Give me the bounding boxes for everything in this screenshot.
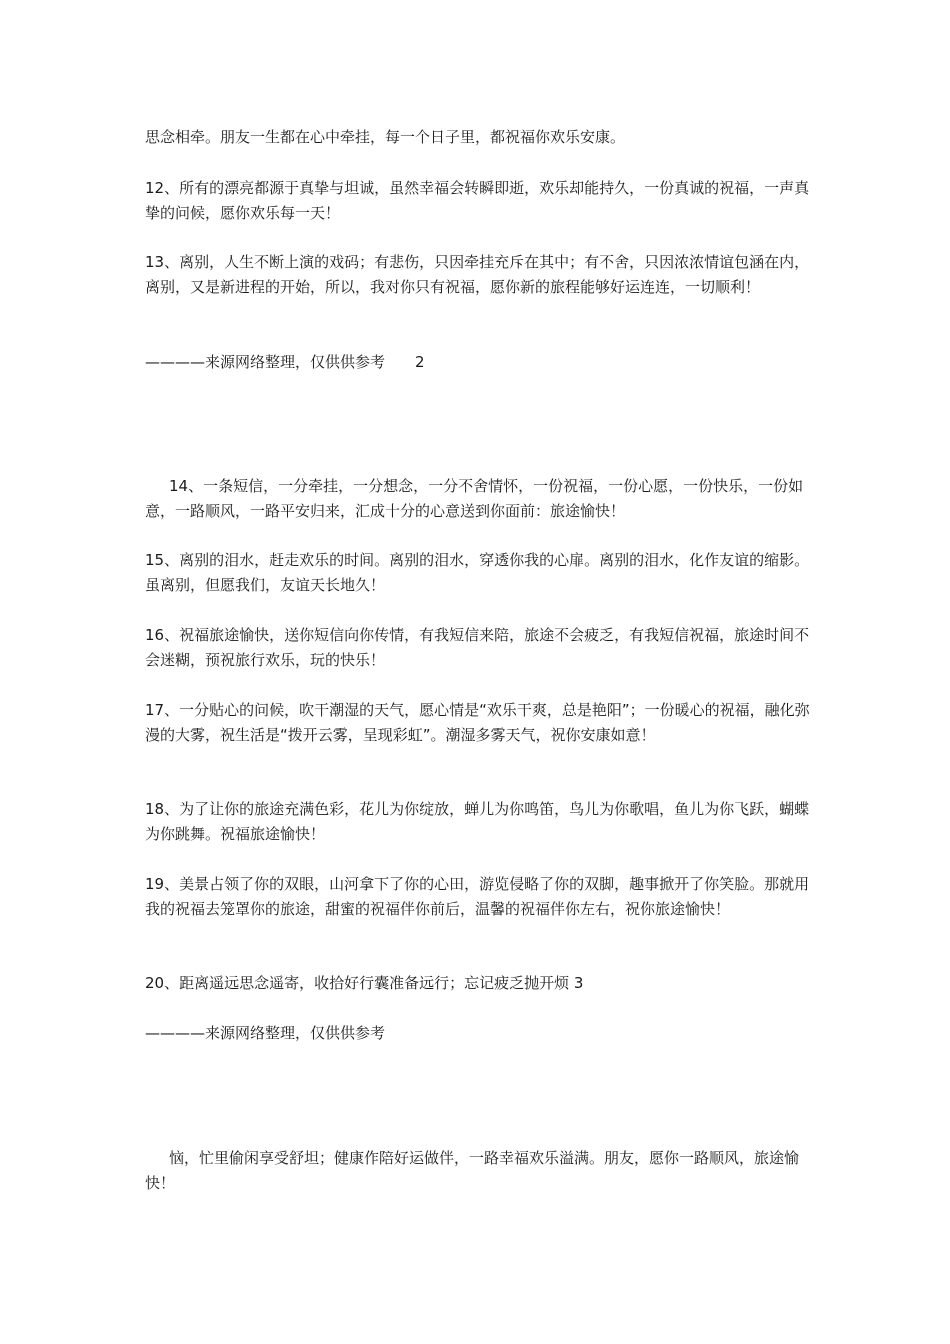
- page-footer-source: [145, 350, 425, 375]
- paragraph-17: 17、一分贴心的问候，吹干潮湿的天气，愿心情是“欢乐干爽，总是艳阳”；一份暖心的祝福，融化弥漫的大雾，祝生活是“拨开云雾，呈现彩虹”。潮湿多雾天气，祝你安康如意！: [145, 701, 810, 744]
- source-note: ————来源网络整理，仅供供参考: [145, 1024, 386, 1042]
- page-number: 2: [415, 353, 425, 371]
- paragraph-15: 15、离别的泪水，赶走欢乐的时间。离别的泪水，穿透你我的心扉。离别的泪水，化作友谊的缩影。虽离别，但愿我们，友谊天长地久！: [145, 551, 810, 594]
- paragraph-19: 19、美景占领了你的双眼，山河拿下了你的心田，游览侵略了你的双脚，趣事掀开了你笑脸。那就用我的祝福去笼罩你的旅途，甜蜜的祝福伴你前后，温馨的祝福伴你左右，祝你旅途愉快！: [145, 875, 810, 918]
- paragraph-16: 16、祝福旅途愉快，送你短信向你传情，有我短信来陪，旅途不会疲乏，有我短信祝福，旅途时间不会迷糊，预祝旅行欢乐，玩的快乐！: [145, 626, 810, 669]
- paragraph-11-end: 思念相牵。朋友一生都在心中牵挂，每一个日子里，都祝福你欢乐安康。: [145, 128, 626, 146]
- paragraph-20-end: 恼，忙里偷闲享受舒坦；健康作陪好运做伴，一路幸福欢乐溢满。朋友，愿你一路顺风，旅途愉快！: [145, 1149, 800, 1192]
- paragraph-14: 14、一条短信，一分牵挂，一分想念，一分不舍情怀，一份祝福，一份心愿，一份快乐，一份如意，一路顺风，一路平安归来，汇成十分的心意送到你面前：旅途愉快！: [145, 477, 804, 520]
- source-note: ————来源网络整理，仅供供参考: [145, 353, 386, 371]
- page-footer-source-2: [145, 1021, 385, 1046]
- paragraph-13: 13、离别，人生不断上演的戏码；有悲伤，只因牵挂充斥在其中；有不舍，只因浓浓情谊包涵在内，离别，又是新进程的开始，所以，我对你只有祝福，愿你新的旅程能够好运连连，一切顺利！: [145, 253, 810, 296]
- paragraph-12: 12、所有的漂亮都源于真挚与坦诚，虽然幸福会转瞬即逝，欢乐却能持久，一份真诚的祝福，一声真挚的问候，愿你欢乐每一天！: [145, 179, 810, 222]
- paragraph-18: 18、为了让你的旅途充满色彩，花儿为你绽放，蝉儿为你鸣笛，鸟儿为你歌唱，鱼儿为你飞跃，蝴蝶为你跳舞。祝福旅途愉快！: [145, 800, 810, 843]
- paragraph-20: 20、距离遥远思念遥寄，收拾好行囊准备远行；忘记疲乏抛开烦 3: [145, 974, 584, 992]
